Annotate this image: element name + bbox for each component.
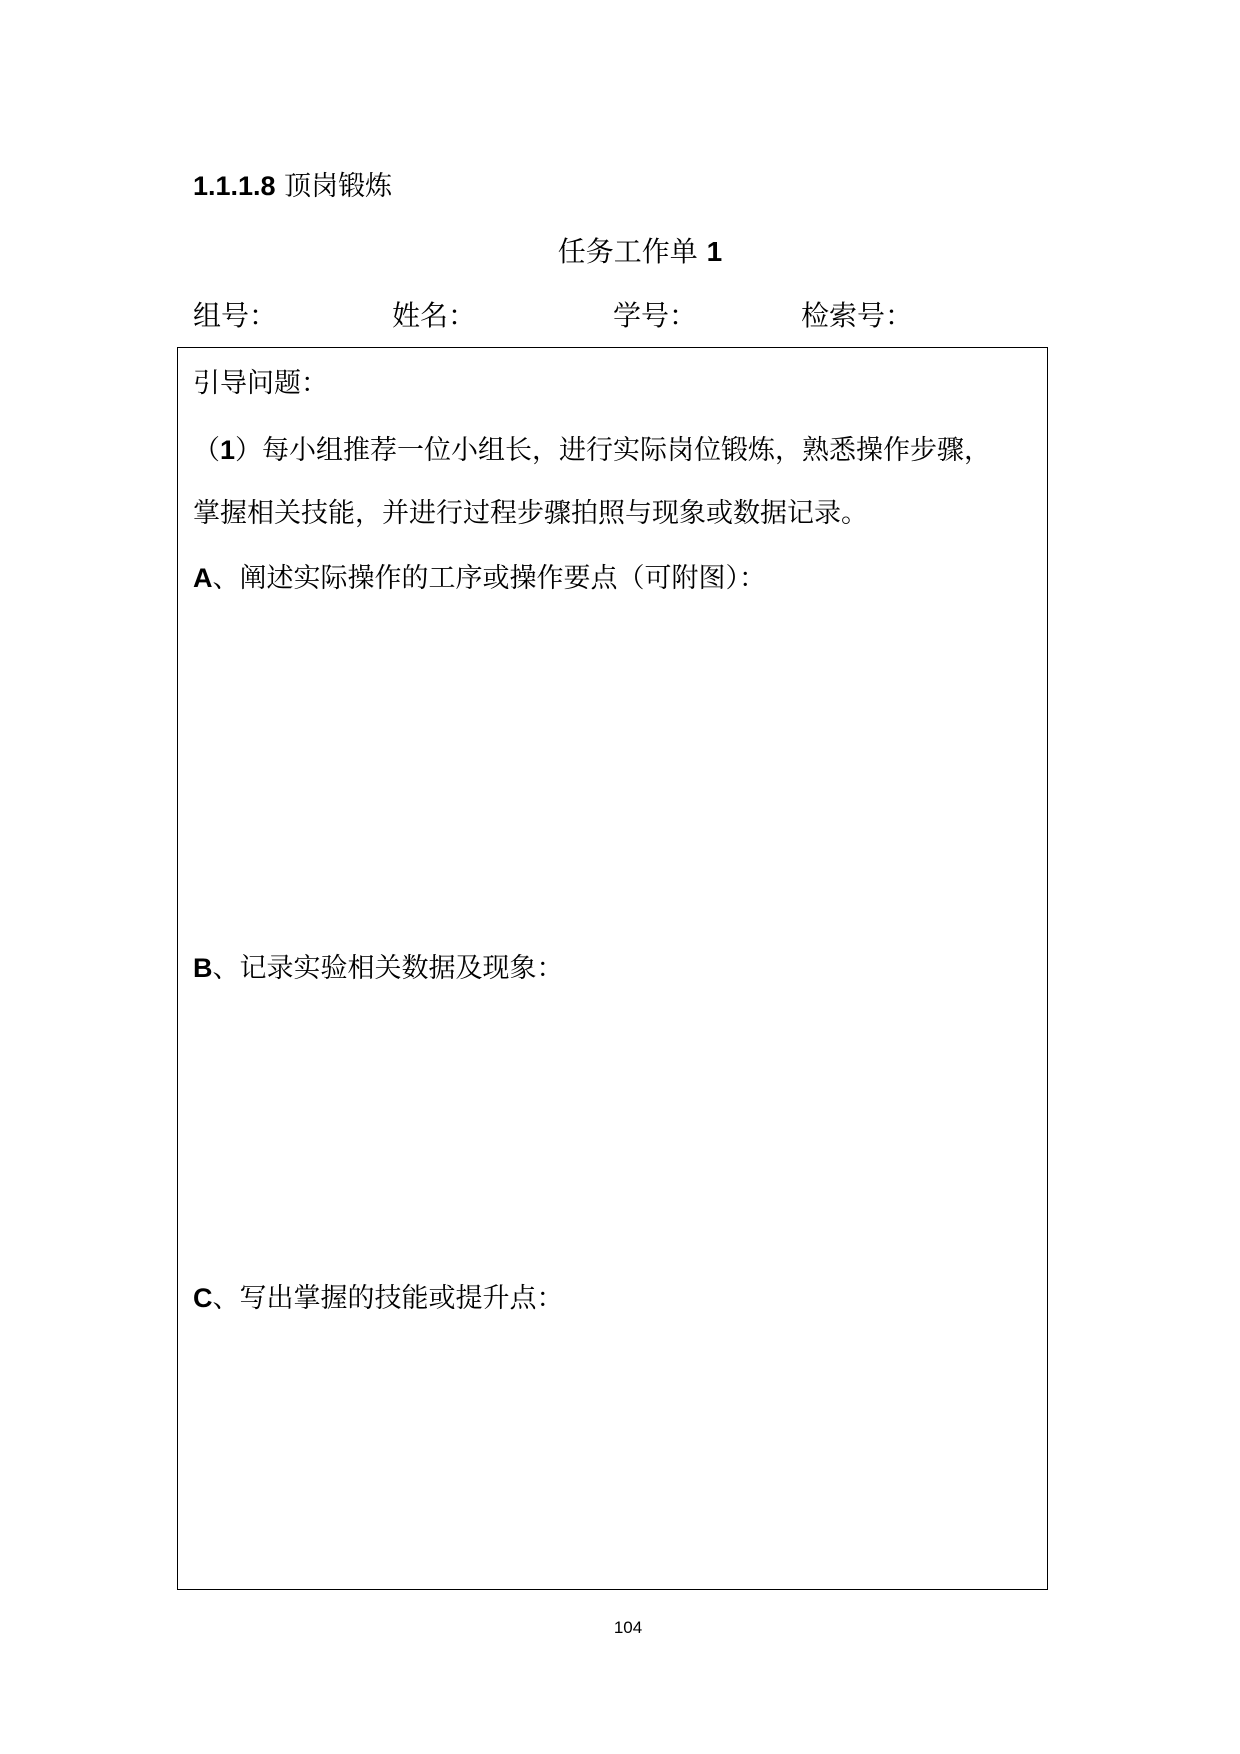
- part-a-prompt: [193, 558, 766, 599]
- question-marker-open: （: [193, 435, 220, 466]
- question-number: 1: [220, 435, 236, 465]
- question-text-line-1: 每小组推荐一位小组长，进行实际岗位锻炼，熟悉操作步骤，: [262, 435, 992, 466]
- index-number-field[interactable]: 检索号：: [801, 299, 914, 332]
- task-sheet-number: 1: [706, 236, 723, 267]
- part-c-text: 、写出掌握的技能或提升点：: [212, 1283, 564, 1314]
- section-number: 1.1.1.8: [193, 171, 276, 201]
- task-sheet-title: [0, 232, 1240, 272]
- question-1-line-1: [193, 430, 991, 471]
- part-b-prompt: [193, 948, 564, 989]
- part-a-letter: A: [193, 563, 213, 593]
- question-marker-close: ）: [235, 435, 263, 466]
- part-c-prompt: [193, 1278, 564, 1319]
- section-title: 顶岗锻炼: [284, 171, 393, 202]
- name-field[interactable]: 姓名：: [392, 299, 477, 332]
- part-c-letter: C: [193, 1283, 213, 1313]
- part-a-text: 、阐述实际操作的工序或操作要点（可附图）：: [212, 563, 766, 594]
- part-b-letter: B: [193, 953, 213, 983]
- group-number-field[interactable]: 组号：: [193, 299, 278, 332]
- student-id-field[interactable]: 学号：: [613, 299, 698, 332]
- task-sheet-title-text: 任务工作单: [557, 235, 698, 268]
- question-text-line-2: 掌握相关技能，并进行过程步骤拍照与现象或数据记录。: [193, 498, 868, 529]
- part-b-text: 、记录实验相关数据及现象：: [212, 953, 564, 984]
- section-heading: [193, 166, 392, 207]
- guide-question-label: 引导问题：: [193, 368, 328, 399]
- page-number: 104: [613, 1618, 643, 1637]
